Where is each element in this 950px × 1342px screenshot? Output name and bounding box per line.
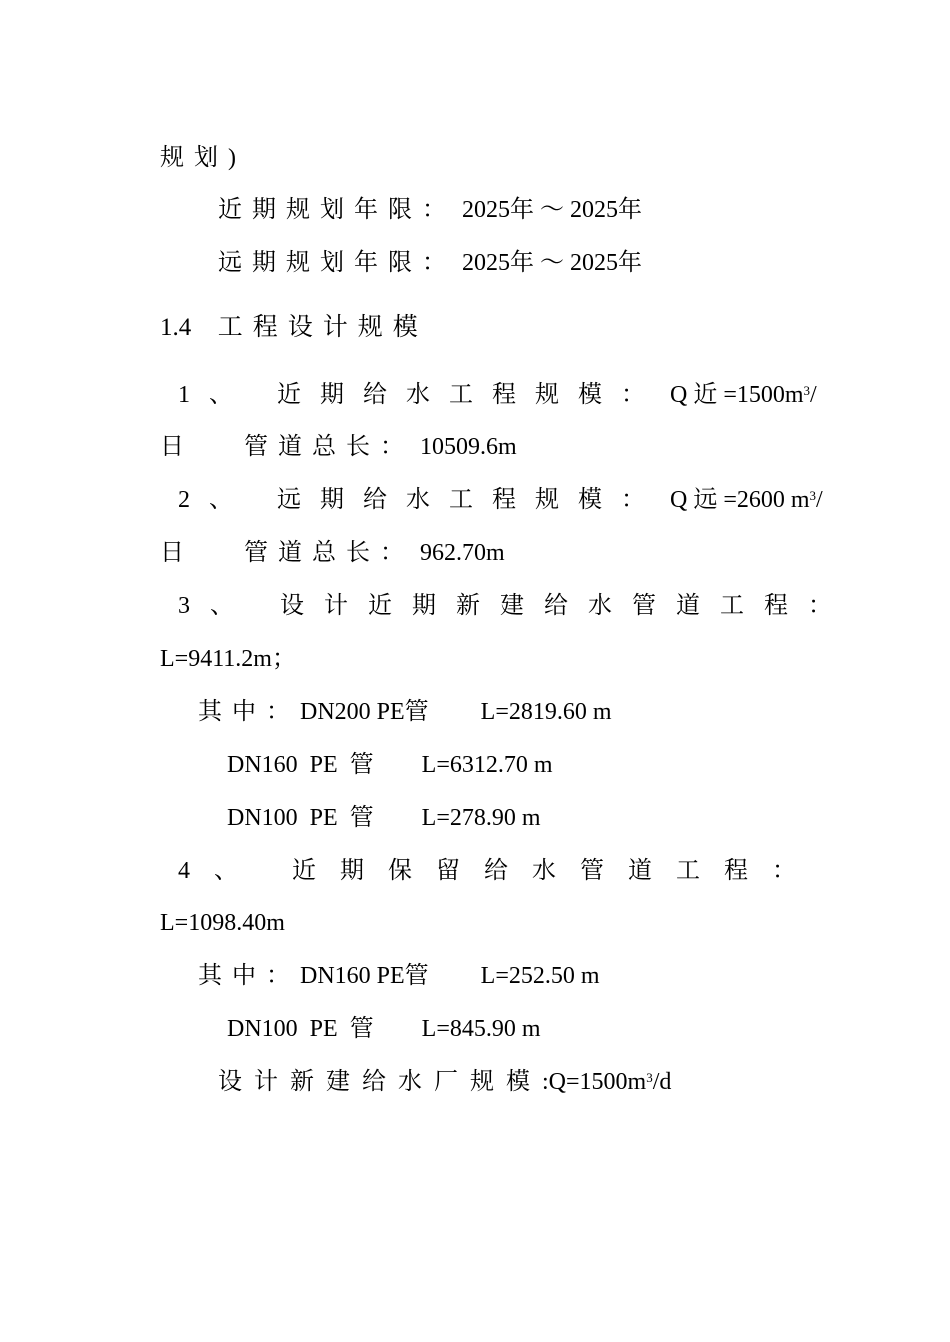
item4-row-1-prefix: 其中：	[198, 963, 300, 989]
item2-superscript: 3	[809, 488, 817, 503]
item3-row-3-spec: DN100 PE 管	[227, 805, 374, 831]
item4-row-1-spec: DN160 PE管	[300, 963, 429, 989]
item3-row-1	[198, 697, 612, 727]
item3-row-3-length: L=278.90 m	[421, 805, 541, 831]
item4-row-1	[198, 961, 600, 991]
near-term-planning-line	[218, 195, 642, 225]
item2-day: 日	[160, 540, 184, 566]
item1-pipe-value: 10509.6m	[420, 434, 517, 460]
item2-line	[178, 485, 823, 515]
item3-row-2	[227, 750, 553, 780]
planning-continuation: 规划)	[160, 145, 246, 171]
item3-total: L=9411.2m；	[160, 646, 296, 672]
far-term-value: 2025年 ～ 2025年	[462, 250, 642, 276]
item3-line: 3、 设计近期新建给水管道工程：	[178, 593, 852, 619]
item4-row-2	[227, 1014, 541, 1044]
item4-row-2-spec: DN100 PE 管	[227, 1016, 374, 1042]
section-number: 1.4	[160, 314, 192, 341]
item2-slash: /	[816, 487, 823, 513]
water-plant-value: :Q=1500m	[542, 1069, 647, 1095]
item2-label: 2、 远期给水工程规模：	[178, 487, 664, 513]
item1-line	[178, 380, 817, 410]
item1-pipe-label: 管道总长：	[244, 434, 414, 460]
item1-pipe-line	[160, 432, 517, 462]
item1-day: 日	[160, 434, 184, 460]
item2-quantity: Q 远 =2600 m	[670, 487, 810, 513]
item4-total: L=1098.40m	[160, 910, 285, 936]
item1-quantity: Q 近 =1500m	[670, 382, 804, 408]
water-plant-line	[218, 1067, 671, 1097]
far-term-label: 远期规划年限：	[218, 250, 456, 276]
near-term-label: 近期规划年限：	[218, 197, 456, 223]
item3-row-3	[227, 803, 541, 833]
water-plant-unit: /d	[652, 1069, 672, 1095]
item1-label: 1、 近期给水工程规模：	[178, 382, 664, 408]
item3-row-1-spec: DN200 PE管	[300, 699, 429, 725]
item3-row-1-length: L=2819.60 m	[480, 699, 612, 725]
item3-row-1-prefix: 其中：	[198, 699, 300, 725]
item1-superscript: 3	[803, 383, 811, 398]
item2-pipe-label: 管道总长：	[244, 540, 414, 566]
section-title: 工程设计规模	[217, 314, 428, 341]
item2-pipe-value: 962.70m	[420, 540, 505, 566]
near-term-value: 2025年 ～ 2025年	[462, 197, 642, 223]
far-term-planning-line	[218, 248, 642, 278]
item1-slash: /	[810, 382, 817, 408]
item3-row-2-spec: DN160 PE 管	[227, 752, 374, 778]
item4-row-1-length: L=252.50 m	[480, 963, 600, 989]
item4-line: 4、 近期保留给水管道工程：	[178, 858, 820, 884]
item3-row-2-length: L=6312.70 m	[421, 752, 553, 778]
item2-pipe-line	[160, 538, 505, 568]
water-plant-label: 设计新建给水厂规模	[218, 1069, 542, 1095]
item4-row-2-length: L=845.90 m	[421, 1016, 541, 1042]
water-plant-superscript: 3	[646, 1070, 653, 1085]
section-heading	[160, 313, 428, 343]
